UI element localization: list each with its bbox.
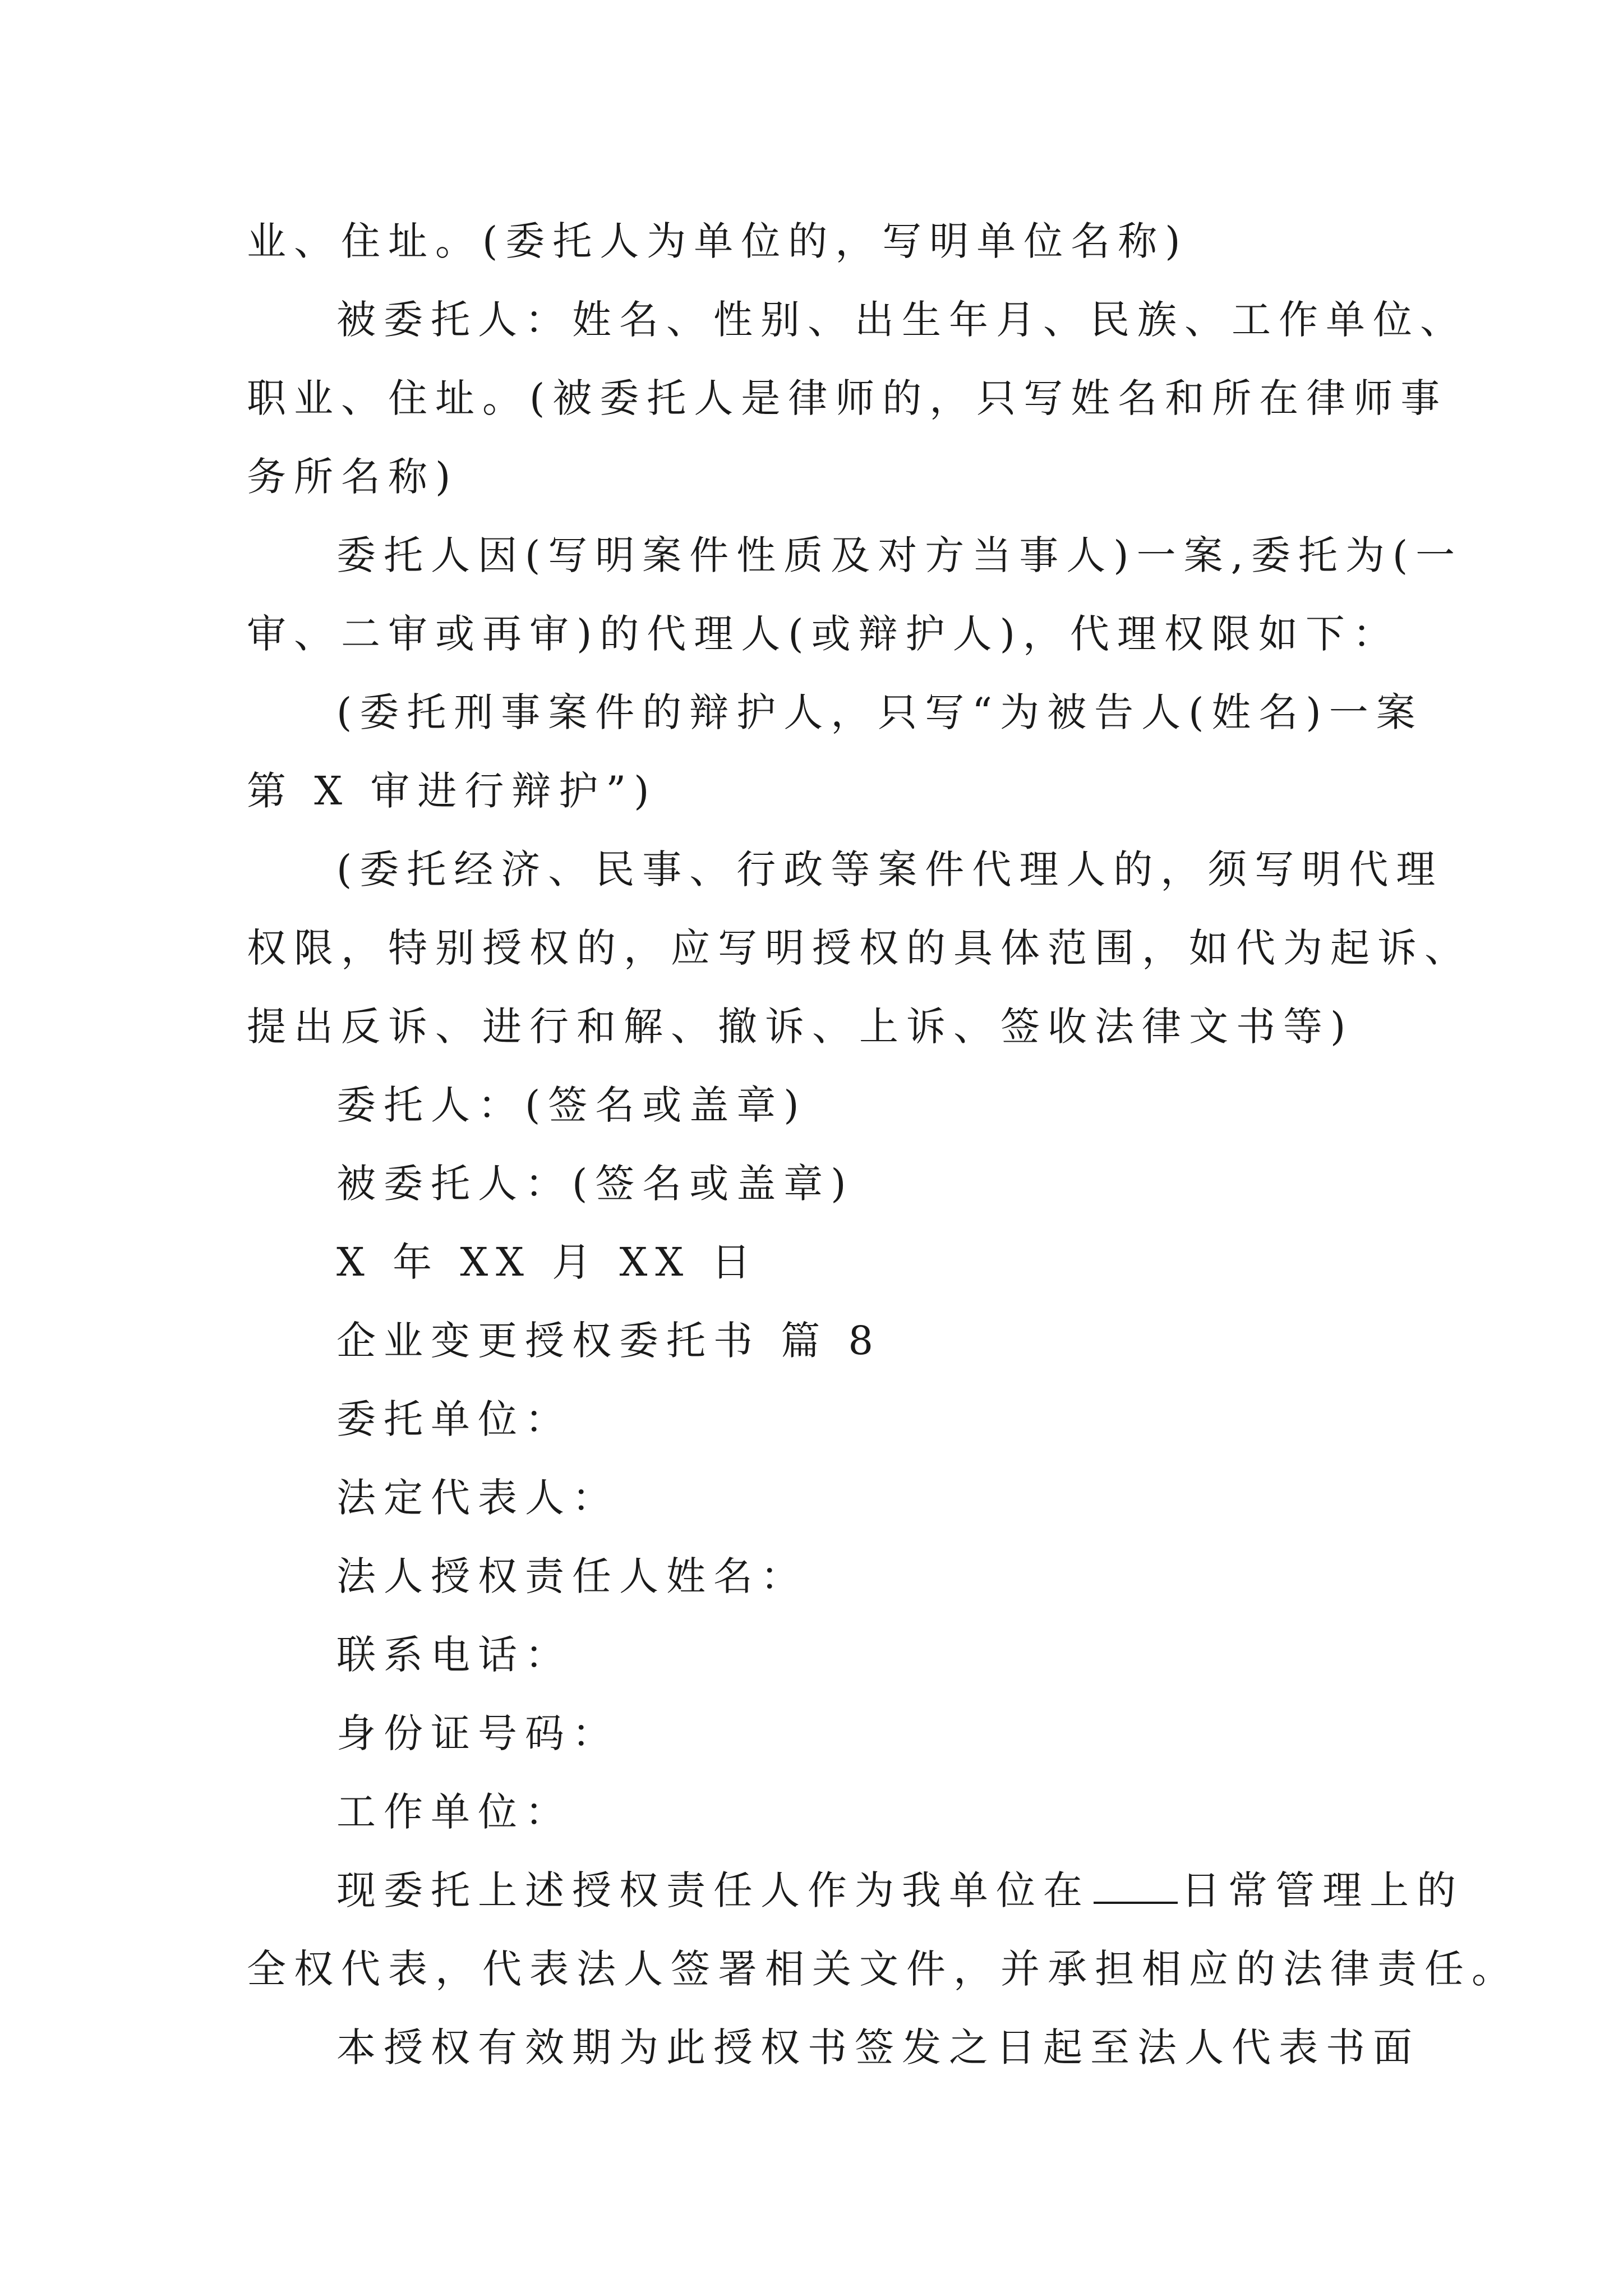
field-label-work-unit: 工作单位： — [336, 1789, 572, 1835]
authorization-text-after: 日常管理上的 — [1181, 1867, 1464, 1913]
text-line: (委托刑事案件的辩护人，只写“为被告人(姓名)一案 — [336, 689, 1423, 735]
text-line: 审、二审或再审)的代理人(或辩护人)，代理权限如下： — [247, 611, 1400, 657]
field-label-phone: 联系电话： — [336, 1632, 572, 1678]
field-label-authorized-person: 法人授权责任人姓名： — [336, 1553, 808, 1599]
text-line: 第 X 审进行辩护”) — [247, 768, 657, 814]
date-line: X 年 XX 月 XX 日 — [336, 1239, 759, 1285]
text-line: 职业、住址。(被委托人是律师的，只写姓名和所在律师事 — [247, 375, 1448, 421]
authorization-paragraph-line — [247, 1851, 1464, 1930]
text-line: 提出反诉、进行和解、撤诉、上诉、签收法律文书等) — [247, 1004, 1354, 1050]
field-label-legal-representative: 法定代表人： — [336, 1475, 619, 1521]
authorization-text-before: 现委托上述授权责任人作为我单位在 — [336, 1867, 1090, 1913]
section-heading: 企业变更授权委托书 篇 8 — [336, 1318, 882, 1364]
text-line: 务所名称) — [247, 454, 459, 500]
text-line: 被委托人：姓名、性别、出生年月、民族、工作单位、 — [336, 297, 1467, 343]
text-line: 委托人因(写明案件性质及对方当事人)一案,委托为(一 — [336, 532, 1463, 578]
validity-paragraph-line: 本授权有效期为此授权书签发之日起至法人代表书面 — [336, 2024, 1420, 2070]
text-line: 全权代表，代表法人签署相关文件，并承担相应的法律责任。 — [247, 1946, 1519, 1992]
text-line: 权限，特别授权的，应写明授权的具体范围，如代为起诉、 — [247, 925, 1472, 971]
text-line: 业、住址。(委托人为单位的，写明单位名称) — [247, 218, 1188, 264]
document-body — [247, 202, 1519, 2087]
field-label-entrusting-unit: 委托单位： — [336, 1396, 572, 1442]
field-label-id-number: 身份证号码： — [336, 1710, 619, 1756]
text-line: (委托经济、民事、行政等案件代理人的，须写明代理 — [336, 846, 1444, 892]
signature-line-principal: 委托人：(签名或盖章) — [336, 1082, 807, 1128]
signature-line-agent: 被委托人：(签名或盖章) — [336, 1161, 854, 1207]
fill-in-blank — [1094, 1868, 1178, 1904]
